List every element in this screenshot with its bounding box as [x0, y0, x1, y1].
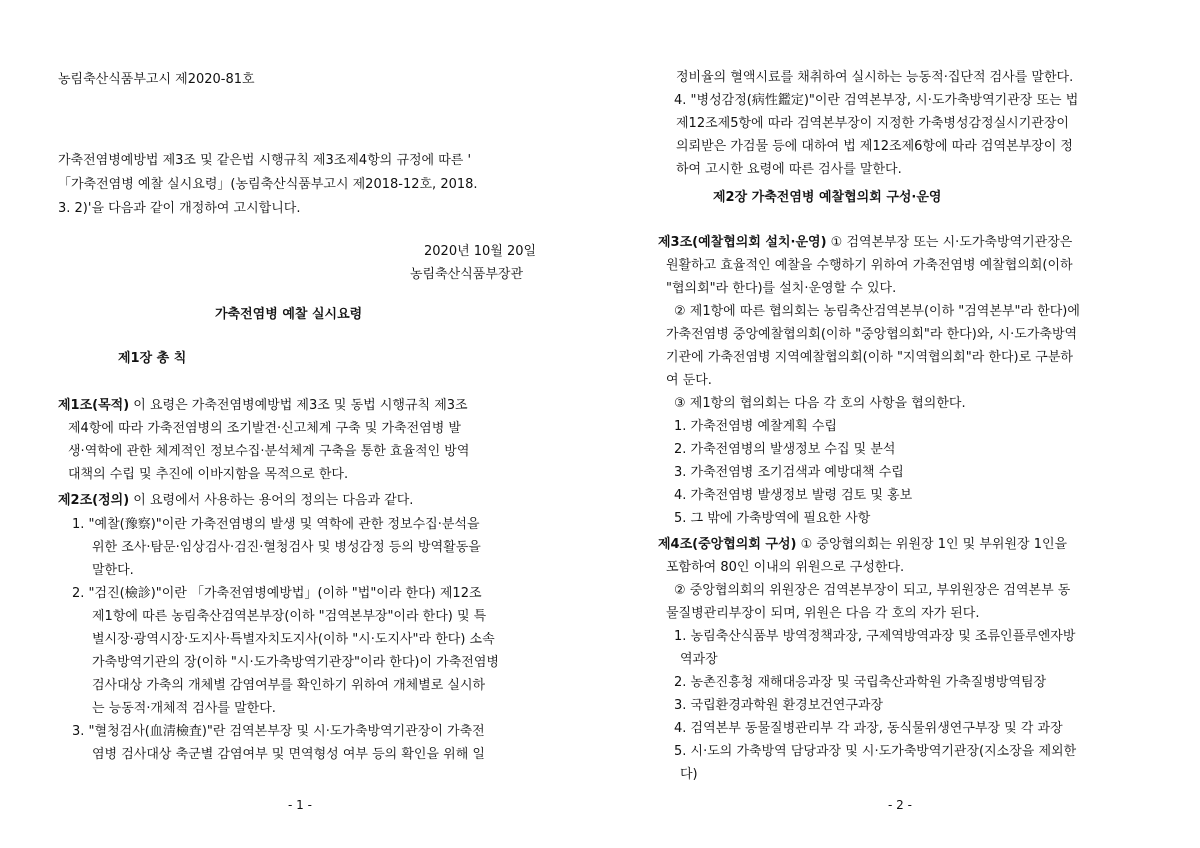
article-3-line: 원활하고 효율적인 예찰을 수행하기 위하여 가축전염병 예찰협의회(이하 [666, 258, 1073, 273]
list-item: 2. 가축전염병의 발생정보 수집 및 분석 [674, 442, 896, 457]
definition-line: 제1항에 따른 농림축산검역본부장(이하 "검역본부장"이라 한다) 및 특 [92, 609, 487, 624]
article-3-line: ③ 제1항의 협의회는 다음 각 호의 사항을 협의한다. [674, 396, 966, 411]
definition-line: 위한 조사·탐문·임상검사·검진·혈청검사 및 병성감정 등의 방역활동을 [92, 540, 481, 555]
article-2-line: 제2조(정의) 이 요령에서 사용하는 용어의 정의는 다음과 같다. [58, 493, 414, 508]
article-3-line: 기관에 가축전염병 지역예찰협의회(이하 "지역협의회"라 한다)로 구분하 [666, 350, 1073, 365]
list-item: 3. 가축전염병 조기검색과 예방대책 수립 [674, 465, 904, 480]
definition-line: 말한다. [92, 563, 134, 578]
list-item: 1. 농림축산식품부 방역정책과장, 구제역방역과장 및 조류인플루엔자방 [674, 629, 1076, 644]
article-3-heading: 제3조(예찰협의회 설치·운영) [658, 235, 827, 250]
article-4-line: 물질병관리부장이 되며, 위원은 다음 각 호의 자가 된다. [666, 606, 980, 621]
chapter-1-heading: 제1장 총 칙 [118, 351, 187, 366]
article-1-line: 제1조(목적) 이 요령은 가축전염병예방법 제3조 및 동법 시행규칙 제3조 [58, 398, 468, 413]
document-title: 가축전염병 예찰 실시요령 [215, 307, 363, 322]
definition-line: 의뢰받은 가검물 등에 대하여 법 제12조제6항에 따라 검역본부장이 정 [676, 139, 1073, 154]
article-3-line: 제3조(예찰협의회 설치·운영) ① 검역본부장 또는 시·도가축방역기관장은 [658, 235, 1073, 250]
definition-line: 검사대상 가축의 개체별 감염여부를 확인하기 위하여 개체별로 실시하 [92, 678, 486, 693]
page-2 [600, 0, 1200, 848]
article-1-line: 대책의 수립 및 추진에 이바지함을 목적으로 한다. [68, 467, 349, 482]
continuation-line: 정비율의 혈액시료를 채취하여 실시하는 능동적·집단적 검사를 말한다. [676, 70, 1074, 85]
issue-date: 2020년 10월 20일 [424, 244, 537, 259]
list-item: 2. 농촌진흥청 재해대응과장 및 국립축산과학원 가축질병방역팀장 [674, 675, 1047, 690]
list-item: 3. 국립환경과학원 환경보건연구과장 [674, 698, 884, 713]
intro-line: 「가축전염병 예찰 실시요령」(농림축산식품부고시 제2018-12호, 2018. [58, 177, 478, 192]
intro-line: 가축전염병예방법 제3조 및 같은법 시행규칙 제3조제4항의 규정에 따른 ' [58, 153, 472, 168]
page-number: - 1 - [288, 798, 312, 812]
definition-line: 는 능동적·개체적 검사를 말한다. [92, 701, 276, 716]
list-item: 5. 시·도의 가축방역 담당과장 및 시·도가축방역기관장(지소장을 제외한 [674, 744, 1077, 759]
list-item: 1. 가축전염병 예찰계획 수립 [674, 419, 837, 434]
article-2-heading: 제2조(정의) [58, 493, 130, 508]
notice-number: 농림축산식품부고시 제2020-81호 [58, 72, 255, 87]
list-item: 역과장 [680, 652, 718, 667]
list-item: 4. 가축전염병 발생정보 발령 검토 및 홍보 [674, 488, 913, 503]
article-1-line: 제4항에 따라 가축전염병의 조기발견·신고체계 구축 및 가축전염병 발 [68, 421, 461, 436]
definition-line: 2. "검진(檢診)"이란 「가축전염병예방법」(이하 "법"이라 한다) 제12조 [72, 586, 482, 601]
definition-line: 1. "예찰(豫察)"이란 가축전염병의 발생 및 역학에 관한 정보수집·분석을 [72, 517, 480, 532]
issuer: 농림축산식품부장관 [410, 267, 524, 282]
article-4-line: ② 중앙협의회의 위원장은 검역본부장이 되고, 부위원장은 검역본부 동 [674, 583, 1071, 598]
article-4-line: 제4조(중앙협의회 구성) ① 중앙협의회는 위원장 1인 및 부위원장 1인을 [658, 537, 1068, 552]
definition-line: 제12조제5항에 따라 검역본부장이 지정한 가축병성감정실시기관장이 [676, 116, 1069, 131]
list-item: 5. 그 밖에 가축방역에 필요한 사항 [674, 511, 871, 526]
page-number: - 2 - [888, 798, 912, 812]
article-3-line: 가축전염병 중앙예찰협의회(이하 "중앙협의회"라 한다)와, 시·도가축방역 [666, 327, 1078, 342]
article-4-heading: 제4조(중앙협의회 구성) [658, 537, 797, 552]
list-item: 다) [680, 767, 698, 782]
article-1-line: 생·역학에 관한 체계적인 정보수집·분석체계 구축을 통한 효율적인 방역 [68, 444, 470, 459]
article-1-heading: 제1조(목적) [58, 398, 130, 413]
list-item: 4. 검역본부 동물질병관리부 각 과장, 동식물위생연구부장 및 각 과장 [674, 721, 1063, 736]
definition-line: 염병 검사대상 축군별 감염여부 및 면역형성 여부 등의 확인을 위해 일 [92, 747, 485, 762]
article-4-line: 포함하여 80인 이내의 위원으로 구성한다. [666, 560, 905, 575]
article-3-line: 여 둔다. [666, 373, 712, 388]
definition-line: 4. "병성감정(病性鑑定)"이란 검역본부장, 시·도가축방역기관장 또는 법 [674, 93, 1079, 108]
definition-line: 별시장·광역시장·도지사·특별자치도지사(이하 "시·도지사"라 한다) 소속 [92, 632, 495, 647]
chapter-2-heading: 제2장 가축전염병 예찰협의회 구성·운영 [713, 190, 942, 205]
definition-line: 3. "혈청검사(血淸檢査)"란 검역본부장 및 시·도가축방역기관장이 가축전 [72, 724, 485, 739]
article-3-line: ② 제1항에 따른 협의회는 농림축산검역본부(이하 "검역본부"라 한다)에 [674, 304, 1080, 319]
intro-line: 3. 2)'을 다음과 같이 개정하여 고시합니다. [58, 201, 301, 216]
article-3-line: "협의회"라 한다)를 설치·운영할 수 있다. [666, 281, 897, 296]
definition-line: 하여 고시한 요령에 따른 검사를 말한다. [676, 162, 902, 177]
definition-line: 가축방역기관의 장(이하 "시·도가축방역기관장"이라 한다)이 가축전염병 [92, 655, 499, 670]
